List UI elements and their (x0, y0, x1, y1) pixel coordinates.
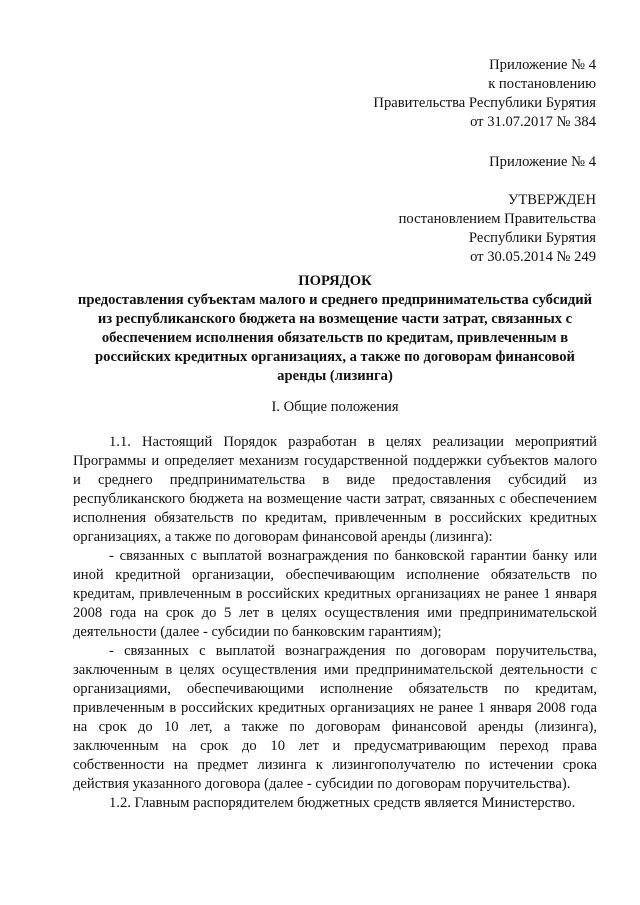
document-body (73, 433, 597, 813)
annex-to-resolution: к постановлению (488, 76, 596, 92)
paragraph-1-2: 1.2. Главным распорядителем бюджетных средств является Министерство. (109, 795, 576, 811)
approval-label: УТВЕРЖДЕН (508, 192, 596, 208)
approval-republic: Республики Бурятия (468, 230, 596, 246)
annex-number-second: Приложение № 4 (489, 154, 596, 170)
list-item-bank-guarantees: - связанных с выплатой вознаграждения по банковской гарантии банку или иной кредитной организации, обеспечивающим исполнение обязательств по кредитам, привлеченным в российских кредитных организациях не ранее 1 января 2008 года на срок до 5 лет в целях осуществления ими предпринимательской деятельности (далее - субсидии по банковским гарантиям); (73, 548, 597, 640)
annex-date-number: от 31.07.2017 № 384 (470, 114, 596, 130)
title-main: ПОРЯДОК (298, 273, 372, 289)
document-title (72, 272, 598, 386)
approval-date-number: от 30.05.2014 № 249 (470, 249, 596, 265)
approval-resolution: постановлением Правительства (398, 211, 596, 227)
annex-header (373, 56, 596, 132)
annex-header-second (489, 153, 596, 172)
approval-block (399, 191, 596, 267)
annex-number: Приложение № 4 (489, 57, 596, 73)
annex-government: Правительства Республики Бурятия (373, 95, 596, 111)
list-item-surety-agreements: - связанных с выплатой вознаграждения по договорам поручительства, заключенным в целях осуществления ими предпринимательской деятельности с организациями, обеспечивающими исполнение обязательств по кредитам, привлеченным в российских кредитных организациях не ранее 1 января 2008 года на срок до 10 лет, а также по договорам финансовой аренды (лизинга), заключенным на срок до 10 лет и предусматривающим переход права собственности на предмет лизинга к лизингополучателю по истечении срока действия указанного договора (далее - субсидии по договорам поручительства). (73, 643, 597, 792)
section-heading: I. Общие положения (271, 399, 399, 415)
title-subtitle: предоставления субъектам малого и среднего предпринимательства субсидий из республиканского бюджета на возмещение части затрат, связанных с обеспечением исполнения обязательств по кредитам, привлеченным в российских кредитных организациях, а также по договорам финансовой аренды (лизинга) (77, 292, 593, 384)
paragraph-1-1: 1.1. Настоящий Порядок разработан в целях реализации мероприятий Программы и определяет механизм государственной поддержки субъектов малого и среднего предпринимательства в виде предоставления субсидий из республиканского бюджета на возмещение части затрат, связанных с обеспечением исполнения обязательств по кредитам, привлеченным в российских кредитных организациях, а также по договорам финансовой аренды (лизинга): (73, 434, 597, 545)
